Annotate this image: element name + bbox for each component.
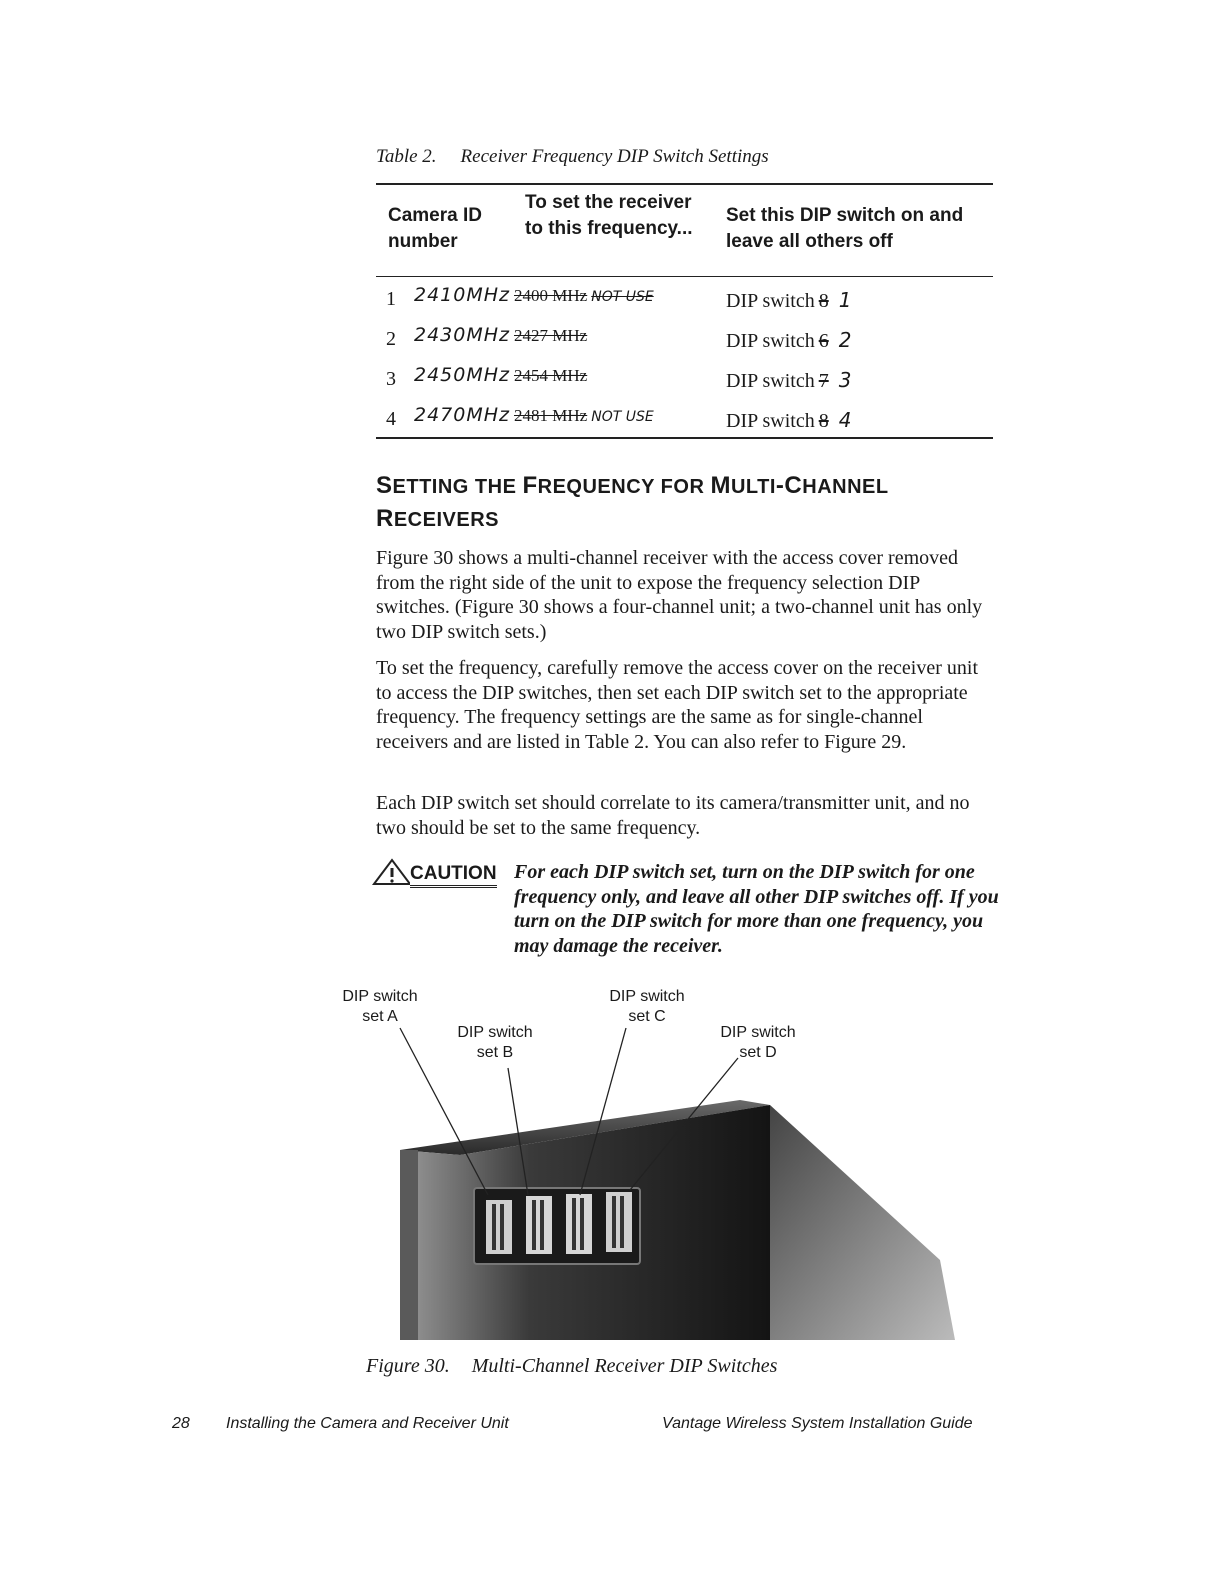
- paragraph: Figure 30 shows a multi-channel receiver with the access cover removed from the right side of the unit to expose the frequency selection DIP switches. (Figure 30 shows a four-channel unit; a two-channel unit has only two DIP switch sets.): [376, 547, 983, 643]
- heading-part: REQUENCY FOR: [537, 476, 711, 498]
- heading-part: F: [522, 472, 538, 499]
- heading-part: S: [376, 472, 393, 499]
- heading-part: R: [376, 505, 394, 532]
- footer-right-title: Vantage Wireless System Installation Guide: [662, 1415, 973, 1432]
- handwritten-dip-number: 1: [838, 288, 852, 312]
- struck-frequency: 2427 MHz: [514, 326, 588, 345]
- table-caption-label: Table 2.: [376, 146, 437, 167]
- dip-label: DIP switch: [726, 330, 815, 352]
- heading-part: ETTING THE: [392, 476, 523, 498]
- caution-label: CAUTION: [410, 863, 497, 888]
- struck-frequency: 2400 MHz: [514, 286, 588, 305]
- handwritten-frequency: 2430MHz: [414, 324, 511, 346]
- struck-frequency: 2481 MHz: [514, 406, 588, 425]
- label-line: set C: [628, 1008, 666, 1025]
- row-number: 3: [386, 368, 396, 390]
- heading-part: -C: [775, 472, 803, 499]
- heading-part: M: [710, 472, 731, 499]
- label-line: DIP switch: [720, 1024, 796, 1041]
- header-camera-id: Camera ID number: [388, 205, 482, 252]
- footer-left-title: Installing the Camera and Receiver Unit: [226, 1415, 509, 1432]
- dip-label: DIP switch: [726, 370, 815, 392]
- struck-frequency: 2454 MHz: [514, 366, 588, 385]
- label-line: set B: [476, 1044, 514, 1061]
- figure-caption-label: Figure 30.: [366, 1355, 450, 1377]
- struck-dip-number: 6: [818, 330, 829, 352]
- label-line: DIP switch: [457, 1024, 533, 1041]
- handwritten-dip-number: 3: [838, 368, 852, 392]
- struck-dip-number: 8: [818, 410, 829, 432]
- dip-label: DIP switch: [726, 290, 815, 312]
- row-number: 2: [386, 328, 396, 350]
- heading-part: ULTI: [730, 476, 776, 498]
- struck-dip-number: 7: [818, 370, 829, 392]
- frequency-note: NOT USE: [591, 409, 654, 425]
- struck-dip-number: 8: [818, 290, 829, 312]
- row-number: 4: [386, 408, 396, 430]
- handwritten-dip-number: 2: [838, 328, 852, 352]
- header-dip-switch: Set this DIP switch on and leave all others off: [726, 205, 964, 252]
- label-line: set A: [362, 1008, 398, 1025]
- heading-part: HANNEL: [802, 476, 889, 498]
- figure-caption-title: Multi-Channel Receiver DIP Switches: [471, 1355, 778, 1377]
- figure-caption: [366, 1355, 777, 1378]
- label-line: DIP switch: [609, 988, 685, 1005]
- dip-label: DIP switch: [726, 410, 815, 432]
- row-number: 1: [386, 288, 396, 310]
- label-line: DIP switch: [342, 988, 418, 1005]
- caution-text: For each DIP switch set, turn on the DIP switch for one frequency only, and leave all other DIP switches off. If you turn on the DIP switch for more than one frequency, you may damage the receiver.: [514, 861, 999, 957]
- paragraph: To set the frequency, carefully remove the access cover on the receiver unit to access the DIP switches, then set each DIP switch set to the appropriate frequency. The frequency settings are the same as for single-channel receivers and are listed in Table 2. You can also refer to Figure 29.: [376, 657, 979, 753]
- page-number: 28: [172, 1415, 190, 1432]
- heading-part: ECEIVERS: [393, 509, 499, 531]
- handwritten-frequency: 2470MHz: [414, 404, 511, 426]
- handwritten-frequency: 2450MHz: [414, 364, 511, 386]
- paragraph: Each DIP switch set should correlate to its camera/transmitter unit, and no two should be set to the same frequency.: [376, 792, 970, 839]
- header-frequency: To set the receiver to this frequency...: [525, 192, 693, 239]
- frequency-note: NOT USE: [591, 289, 654, 305]
- label-line: set D: [739, 1044, 777, 1061]
- handwritten-frequency: 2410MHz: [414, 284, 511, 306]
- handwritten-dip-number: 4: [838, 408, 852, 432]
- table-caption-title: Receiver Frequency DIP Switch Settings: [460, 146, 769, 167]
